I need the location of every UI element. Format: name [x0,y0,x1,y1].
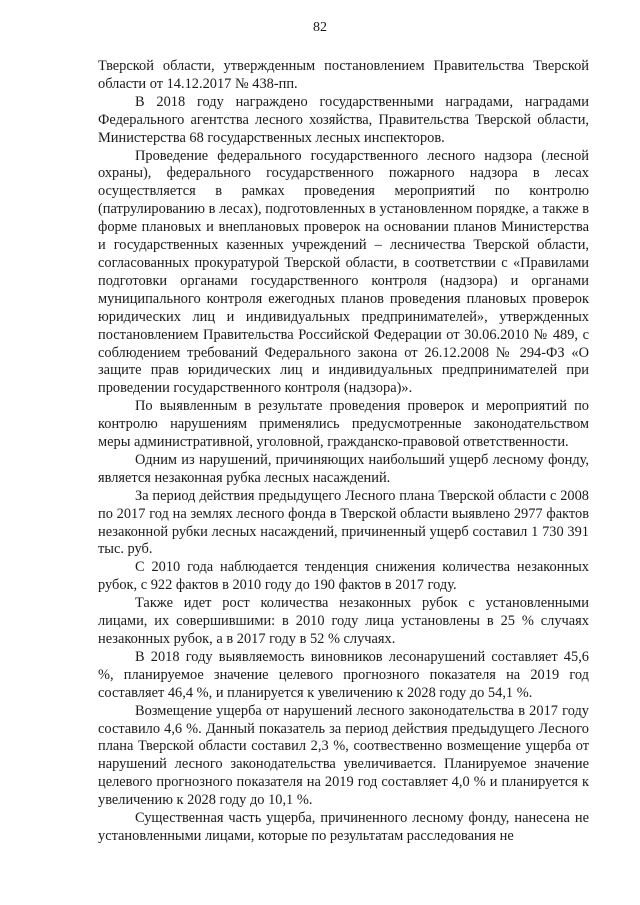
paragraph-8: Также идет рост количества незаконных рубок с установленными лицами, их совершившими: в 2010 году лица установлены в 25 % случаях незаконных рубок, а в 2017 году в 52 % случаях. [98,595,589,647]
paragraph-3: Проведение федерального государственного лесного надзора (лесной охраны), федерального государственного пожарного надзора в лесах осуществляется в рамках проведения мероприятий по контролю (патрулированию в лесах), подготовленных в установленном порядке, а также в форме плановых и внеплановых проверок на основании планов Министерства и государственных казенных учреждений – лесничества Тверской области, согласованных прокуратурой Тверской области, в соответствии с «Правилами подготовки органами государственного контроля (надзора) и органами муниципального контроля ежегодных планов проведения плановых проверок юридических лиц и индивидуальных предпринимателей», утвержденных постановлением Правительства Российской Федерации от 30.06.2010 № 489, с соблюдением требований Федерального закона от 26.12.2008 № 294-ФЗ «О защите прав юридических лиц и индивидуальных предпринимателей при проведении государственного контроля (надзора)». [98,147,589,397]
paragraph-1: Тверской области, утвержденным постановлением Правительства Тверской области от 14.12.2017 № 438-пп. [98,58,589,92]
paragraph-5: Одним из нарушений, причиняющих наибольший ущерб лесному фонду, является незаконная рубка лесных насаждений. [98,451,589,486]
paragraph-2: В 2018 году награждено государственными наградами, наградами Федерального агентства лесного хозяйства, Правительства Тверской области, Министерства 68 государственных лесных инспекторов. [98,93,589,146]
paragraph-10: Возмещение ущерба от нарушений лесного законодательства в 2017 году составило 4,6 %. Данный показатель за период действия предыдущего Лесного плана Тверской области составил 2,3 %, соотвественно возмещение ущерба от нарушений лесного законодательства увеличивается. Планируемое значение целевого прогнозного показателя на 2019 год составляет 4,0 % и планируется к увеличению к 2028 году до 10,1 %. [98,702,589,809]
paragraph-7: С 2010 года наблюдается тенденция снижения количества незаконных рубок, с 922 фактов в 2010 году до 190 фактов в 2017 году. [98,559,589,594]
page-number: 82 [313,20,327,35]
paragraph-9: В 2018 году выявляемость виновников лесонарушений составляет 45,6 %, планируемое значение целевого прогнозного показателя на 2019 год составляет 46,4 %, и планируется к увеличению к 2028 году до 54,1 %. [98,648,589,701]
body-text [98,58,589,846]
paragraph-4: По выявленным в результате проведения проверок и мероприятий по контролю нарушениям применялись предусмотренные законодательством меры административной, уголовной, гражданско-правовой ответственности. [98,398,589,451]
paragraph-11: Существенная часть ущерба, причиненного лесному фонду, нанесена не установленными лицами, которые по результатам расследования не [98,810,589,844]
paragraph-6: За период действия предыдущего Лесного плана Тверской области с 2008 по 2017 год на землях лесного фонда в Тверской области выявлено 2977 фактов незаконной рубки лесных насаждений, причиненный ущерб составил 1 730 391 тыс. руб. [98,487,589,558]
